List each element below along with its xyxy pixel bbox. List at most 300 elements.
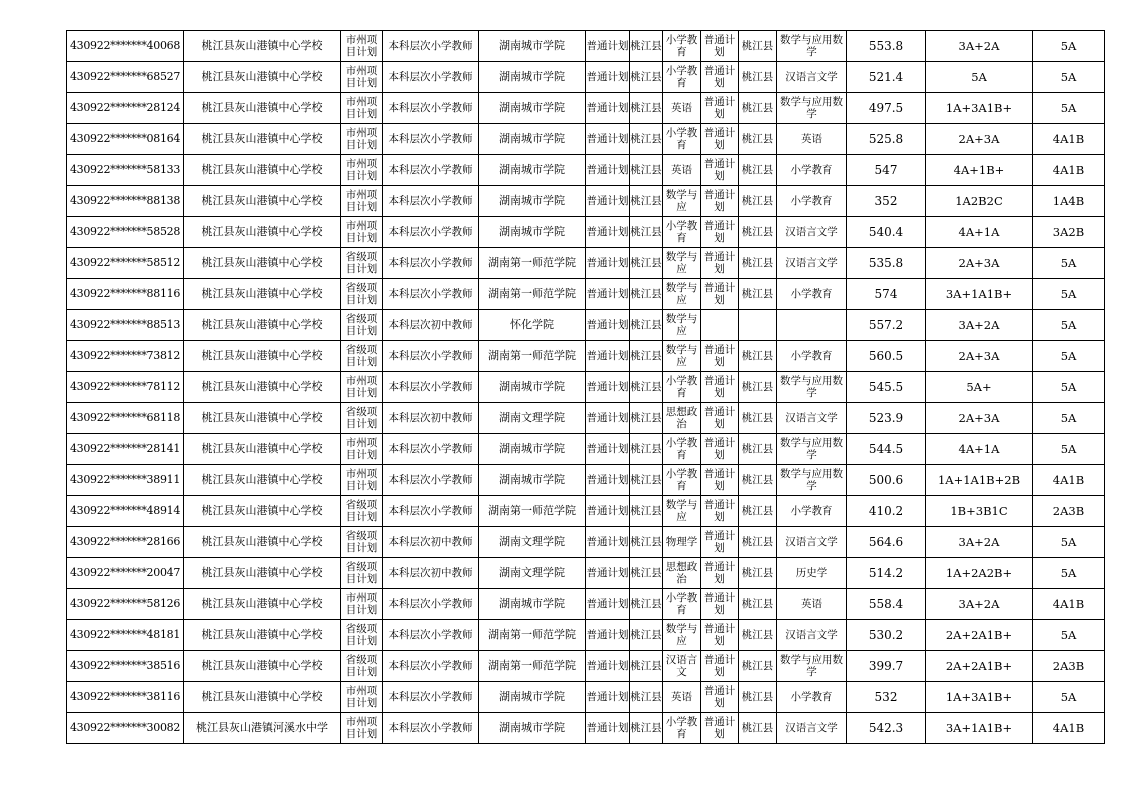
grade-2-cell: 5A — [1033, 248, 1105, 279]
teacher-type-cell: 本科层次小学教师 — [383, 713, 479, 744]
county-cell: 桃江县 — [630, 186, 663, 217]
grade-2-cell: 5A — [1033, 527, 1105, 558]
county-2-cell: 桃江县 — [739, 155, 777, 186]
teacher-type-cell: 本科层次小学教师 — [383, 341, 479, 372]
roster-table-body — [67, 31, 1105, 744]
table-row — [67, 620, 1105, 651]
score-cell: 525.8 — [847, 124, 926, 155]
county-2-cell: 桃江县 — [739, 620, 777, 651]
plan-type-2-cell: 普通计划 — [701, 651, 739, 682]
plan-level-cell: 市州项目计划 — [341, 124, 383, 155]
table-row — [67, 372, 1105, 403]
teacher-type-cell: 本科层次小学教师 — [383, 248, 479, 279]
school-cell: 桃江县灰山港镇中心学校 — [184, 279, 341, 310]
college-cell: 湖南城市学院 — [479, 186, 586, 217]
plan-type-cell: 普通计划 — [586, 248, 630, 279]
plan-type-2-cell: 普通计划 — [701, 713, 739, 744]
school-cell: 桃江县灰山港镇中心学校 — [184, 248, 341, 279]
id-cell: 430922*******58126 — [67, 589, 184, 620]
plan-level-cell: 省级项目计划 — [341, 558, 383, 589]
plan-type-cell: 普通计划 — [586, 558, 630, 589]
county-cell: 桃江县 — [630, 372, 663, 403]
plan-type-cell: 普通计划 — [586, 713, 630, 744]
school-cell: 桃江县灰山港镇中心学校 — [184, 651, 341, 682]
grade-cell: 4A+1B+ — [926, 155, 1033, 186]
plan-type-2-cell: 普通计划 — [701, 434, 739, 465]
grade-2-cell: 2A3B — [1033, 496, 1105, 527]
college-cell: 湖南文理学院 — [479, 403, 586, 434]
grade-2-cell: 4A1B — [1033, 465, 1105, 496]
teacher-type-cell: 本科层次小学教师 — [383, 62, 479, 93]
subject-cell: 英语 — [663, 682, 701, 713]
college-cell: 湖南第一师范学院 — [479, 496, 586, 527]
grade-cell: 5A+ — [926, 372, 1033, 403]
teacher-type-cell: 本科层次小学教师 — [383, 465, 479, 496]
county-cell: 桃江县 — [630, 589, 663, 620]
table-row — [67, 651, 1105, 682]
grade-2-cell: 3A2B — [1033, 217, 1105, 248]
subject-cell: 小学教育 — [663, 372, 701, 403]
plan-level-cell: 省级项目计划 — [341, 620, 383, 651]
major-cell: 数学与应用数学 — [777, 434, 847, 465]
college-cell: 湖南城市学院 — [479, 62, 586, 93]
college-cell: 湖南第一师范学院 — [479, 341, 586, 372]
plan-level-cell: 市州项目计划 — [341, 155, 383, 186]
grade-cell: 3A+2A — [926, 589, 1033, 620]
table-row — [67, 403, 1105, 434]
teacher-type-cell: 本科层次小学教师 — [383, 651, 479, 682]
grade-cell: 1A+1A1B+2B — [926, 465, 1033, 496]
college-cell: 湖南文理学院 — [479, 558, 586, 589]
plan-type-2-cell: 普通计划 — [701, 248, 739, 279]
major-cell: 历史学 — [777, 558, 847, 589]
table-row — [67, 682, 1105, 713]
college-cell: 湖南城市学院 — [479, 372, 586, 403]
major-cell: 汉语言文学 — [777, 527, 847, 558]
plan-type-2-cell: 普通计划 — [701, 465, 739, 496]
grade-cell: 1A+3A1B+ — [926, 682, 1033, 713]
table-row — [67, 589, 1105, 620]
subject-cell: 数学与应 — [663, 341, 701, 372]
plan-level-cell: 省级项目计划 — [341, 248, 383, 279]
county-2-cell: 桃江县 — [739, 186, 777, 217]
county-2-cell: 桃江县 — [739, 124, 777, 155]
college-cell: 湖南城市学院 — [479, 434, 586, 465]
county-2-cell: 桃江县 — [739, 682, 777, 713]
id-cell: 430922*******28141 — [67, 434, 184, 465]
score-cell: 544.5 — [847, 434, 926, 465]
subject-cell: 小学教育 — [663, 465, 701, 496]
teacher-type-cell: 本科层次小学教师 — [383, 279, 479, 310]
county-2-cell: 桃江县 — [739, 341, 777, 372]
major-cell: 英语 — [777, 124, 847, 155]
plan-type-2-cell: 普通计划 — [701, 279, 739, 310]
teacher-type-cell: 本科层次初中教师 — [383, 558, 479, 589]
score-cell: 542.3 — [847, 713, 926, 744]
county-2-cell: 桃江县 — [739, 93, 777, 124]
plan-level-cell: 省级项目计划 — [341, 310, 383, 341]
plan-type-2-cell: 普通计划 — [701, 62, 739, 93]
score-cell: 399.7 — [847, 651, 926, 682]
college-cell: 湖南城市学院 — [479, 713, 586, 744]
county-cell: 桃江县 — [630, 93, 663, 124]
county-cell: 桃江县 — [630, 310, 663, 341]
score-cell: 497.5 — [847, 93, 926, 124]
table-row — [67, 31, 1105, 62]
subject-cell: 小学教育 — [663, 217, 701, 248]
grade-2-cell: 1A4B — [1033, 186, 1105, 217]
id-cell: 430922*******68118 — [67, 403, 184, 434]
college-cell: 湖南城市学院 — [479, 465, 586, 496]
plan-type-2-cell: 普通计划 — [701, 217, 739, 248]
plan-type-2-cell: 普通计划 — [701, 527, 739, 558]
plan-type-2-cell: 普通计划 — [701, 155, 739, 186]
county-cell: 桃江县 — [630, 713, 663, 744]
grade-2-cell: 4A1B — [1033, 155, 1105, 186]
teacher-type-cell: 本科层次小学教师 — [383, 620, 479, 651]
county-2-cell: 桃江县 — [739, 403, 777, 434]
table-row — [67, 155, 1105, 186]
school-cell: 桃江县灰山港镇中心学校 — [184, 341, 341, 372]
school-cell: 桃江县灰山港镇中心学校 — [184, 155, 341, 186]
subject-cell: 英语 — [663, 93, 701, 124]
id-cell: 430922*******88116 — [67, 279, 184, 310]
school-cell: 桃江县灰山港镇中心学校 — [184, 682, 341, 713]
college-cell: 湖南第一师范学院 — [479, 620, 586, 651]
county-cell: 桃江县 — [630, 403, 663, 434]
teacher-type-cell: 本科层次小学教师 — [383, 124, 479, 155]
table-row — [67, 434, 1105, 465]
major-cell: 汉语言文学 — [777, 620, 847, 651]
grade-2-cell: 5A — [1033, 310, 1105, 341]
county-cell: 桃江县 — [630, 620, 663, 651]
grade-2-cell: 5A — [1033, 403, 1105, 434]
school-cell: 桃江县灰山港镇中心学校 — [184, 527, 341, 558]
id-cell: 430922*******38911 — [67, 465, 184, 496]
plan-type-2-cell: 普通计划 — [701, 589, 739, 620]
table-row — [67, 496, 1105, 527]
table-row — [67, 186, 1105, 217]
table-row — [67, 558, 1105, 589]
major-cell: 小学教育 — [777, 341, 847, 372]
score-cell: 557.2 — [847, 310, 926, 341]
college-cell: 湖南第一师范学院 — [479, 248, 586, 279]
school-cell: 桃江县灰山港镇中心学校 — [184, 310, 341, 341]
id-cell: 430922*******78112 — [67, 372, 184, 403]
plan-level-cell: 省级项目计划 — [341, 527, 383, 558]
table-row — [67, 62, 1105, 93]
plan-type-cell: 普通计划 — [586, 279, 630, 310]
county-cell: 桃江县 — [630, 341, 663, 372]
major-cell: 小学教育 — [777, 186, 847, 217]
county-cell: 桃江县 — [630, 62, 663, 93]
id-cell: 430922*******30082 — [67, 713, 184, 744]
score-cell: 521.4 — [847, 62, 926, 93]
county-cell: 桃江县 — [630, 651, 663, 682]
plan-type-cell: 普通计划 — [586, 155, 630, 186]
plan-type-cell: 普通计划 — [586, 527, 630, 558]
plan-type-cell: 普通计划 — [586, 682, 630, 713]
plan-type-cell: 普通计划 — [586, 93, 630, 124]
grade-2-cell: 5A — [1033, 341, 1105, 372]
table-row — [67, 93, 1105, 124]
grade-cell: 2A+3A — [926, 403, 1033, 434]
school-cell: 桃江县灰山港镇中心学校 — [184, 372, 341, 403]
major-cell: 小学教育 — [777, 279, 847, 310]
county-cell: 桃江县 — [630, 465, 663, 496]
grade-cell: 1A+3A1B+ — [926, 93, 1033, 124]
major-cell: 数学与应用数学 — [777, 372, 847, 403]
grade-cell: 2A+3A — [926, 341, 1033, 372]
major-cell: 数学与应用数学 — [777, 93, 847, 124]
plan-type-cell: 普通计划 — [586, 465, 630, 496]
teacher-type-cell: 本科层次小学教师 — [383, 434, 479, 465]
school-cell: 桃江县灰山港镇河溪水中学 — [184, 713, 341, 744]
plan-level-cell: 市州项目计划 — [341, 682, 383, 713]
plan-type-2-cell: 普通计划 — [701, 31, 739, 62]
county-2-cell: 桃江县 — [739, 248, 777, 279]
grade-cell: 4A+1A — [926, 434, 1033, 465]
county-2-cell: 桃江县 — [739, 589, 777, 620]
grade-2-cell: 5A — [1033, 372, 1105, 403]
plan-type-cell: 普通计划 — [586, 186, 630, 217]
county-2-cell — [739, 310, 777, 341]
plan-type-cell: 普通计划 — [586, 620, 630, 651]
grade-2-cell: 5A — [1033, 558, 1105, 589]
plan-level-cell: 市州项目计划 — [341, 434, 383, 465]
major-cell: 汉语言文学 — [777, 217, 847, 248]
id-cell: 430922*******88138 — [67, 186, 184, 217]
college-cell: 湖南城市学院 — [479, 217, 586, 248]
score-cell: 540.4 — [847, 217, 926, 248]
plan-type-2-cell: 普通计划 — [701, 558, 739, 589]
subject-cell: 数学与应 — [663, 186, 701, 217]
major-cell — [777, 310, 847, 341]
plan-type-2-cell: 普通计划 — [701, 682, 739, 713]
plan-type-cell: 普通计划 — [586, 434, 630, 465]
county-cell: 桃江县 — [630, 31, 663, 62]
id-cell: 430922*******28166 — [67, 527, 184, 558]
grade-cell: 3A+2A — [926, 527, 1033, 558]
county-cell: 桃江县 — [630, 217, 663, 248]
school-cell: 桃江县灰山港镇中心学校 — [184, 124, 341, 155]
table-row — [67, 465, 1105, 496]
teacher-type-cell: 本科层次小学教师 — [383, 217, 479, 248]
grade-2-cell: 4A1B — [1033, 713, 1105, 744]
score-cell: 530.2 — [847, 620, 926, 651]
school-cell: 桃江县灰山港镇中心学校 — [184, 465, 341, 496]
teacher-type-cell: 本科层次小学教师 — [383, 93, 479, 124]
subject-cell: 数学与应 — [663, 620, 701, 651]
grade-cell: 1B+3B1C — [926, 496, 1033, 527]
county-2-cell: 桃江县 — [739, 372, 777, 403]
id-cell: 430922*******68527 — [67, 62, 184, 93]
county-2-cell: 桃江县 — [739, 527, 777, 558]
county-2-cell: 桃江县 — [739, 279, 777, 310]
plan-level-cell: 市州项目计划 — [341, 465, 383, 496]
plan-type-2-cell: 普通计划 — [701, 403, 739, 434]
county-2-cell: 桃江县 — [739, 62, 777, 93]
plan-type-2-cell: 普通计划 — [701, 124, 739, 155]
score-cell: 514.2 — [847, 558, 926, 589]
grade-2-cell: 5A — [1033, 279, 1105, 310]
subject-cell: 思想政治 — [663, 403, 701, 434]
id-cell: 430922*******20047 — [67, 558, 184, 589]
table-row — [67, 341, 1105, 372]
school-cell: 桃江县灰山港镇中心学校 — [184, 186, 341, 217]
grade-2-cell: 5A — [1033, 31, 1105, 62]
plan-type-cell: 普通计划 — [586, 31, 630, 62]
plan-type-2-cell: 普通计划 — [701, 93, 739, 124]
id-cell: 430922*******48914 — [67, 496, 184, 527]
teacher-type-cell: 本科层次初中教师 — [383, 403, 479, 434]
table-row — [67, 124, 1105, 155]
plan-type-cell: 普通计划 — [586, 310, 630, 341]
grade-cell: 4A+1A — [926, 217, 1033, 248]
score-cell: 500.6 — [847, 465, 926, 496]
college-cell: 湖南城市学院 — [479, 93, 586, 124]
subject-cell: 数学与应 — [663, 248, 701, 279]
id-cell: 430922*******48181 — [67, 620, 184, 651]
county-cell: 桃江县 — [630, 558, 663, 589]
plan-level-cell: 省级项目计划 — [341, 651, 383, 682]
table-row — [67, 279, 1105, 310]
county-2-cell: 桃江县 — [739, 217, 777, 248]
college-cell: 湖南第一师范学院 — [479, 651, 586, 682]
school-cell: 桃江县灰山港镇中心学校 — [184, 217, 341, 248]
teacher-type-cell: 本科层次小学教师 — [383, 589, 479, 620]
subject-cell: 小学教育 — [663, 713, 701, 744]
teacher-type-cell: 本科层次小学教师 — [383, 186, 479, 217]
major-cell: 小学教育 — [777, 682, 847, 713]
plan-type-cell: 普通计划 — [586, 589, 630, 620]
grade-cell: 5A — [926, 62, 1033, 93]
grade-cell: 1A2B2C — [926, 186, 1033, 217]
plan-level-cell: 省级项目计划 — [341, 279, 383, 310]
school-cell: 桃江县灰山港镇中心学校 — [184, 589, 341, 620]
college-cell: 湖南城市学院 — [479, 589, 586, 620]
subject-cell: 物理学 — [663, 527, 701, 558]
plan-type-2-cell: 普通计划 — [701, 186, 739, 217]
school-cell: 桃江县灰山港镇中心学校 — [184, 62, 341, 93]
score-cell: 352 — [847, 186, 926, 217]
plan-level-cell: 市州项目计划 — [341, 713, 383, 744]
college-cell: 湖南第一师范学院 — [479, 279, 586, 310]
major-cell: 汉语言文学 — [777, 403, 847, 434]
major-cell: 数学与应用数学 — [777, 651, 847, 682]
score-cell: 523.9 — [847, 403, 926, 434]
id-cell: 430922*******38116 — [67, 682, 184, 713]
grade-2-cell: 5A — [1033, 682, 1105, 713]
school-cell: 桃江县灰山港镇中心学校 — [184, 31, 341, 62]
county-cell: 桃江县 — [630, 527, 663, 558]
major-cell: 数学与应用数学 — [777, 465, 847, 496]
major-cell: 小学教育 — [777, 496, 847, 527]
grade-cell: 2A+3A — [926, 124, 1033, 155]
grade-2-cell: 2A3B — [1033, 651, 1105, 682]
grade-cell: 2A+2A1B+ — [926, 620, 1033, 651]
grade-2-cell: 5A — [1033, 620, 1105, 651]
plan-level-cell: 市州项目计划 — [341, 589, 383, 620]
score-cell: 558.4 — [847, 589, 926, 620]
teacher-type-cell: 本科层次小学教师 — [383, 496, 479, 527]
table-row — [67, 310, 1105, 341]
plan-type-cell: 普通计划 — [586, 124, 630, 155]
county-2-cell: 桃江县 — [739, 496, 777, 527]
school-cell: 桃江县灰山港镇中心学校 — [184, 558, 341, 589]
id-cell: 430922*******38516 — [67, 651, 184, 682]
county-cell: 桃江县 — [630, 155, 663, 186]
grade-cell: 3A+1A1B+ — [926, 713, 1033, 744]
college-cell: 湖南城市学院 — [479, 682, 586, 713]
subject-cell: 数学与应 — [663, 279, 701, 310]
teacher-type-cell: 本科层次初中教师 — [383, 310, 479, 341]
plan-level-cell: 省级项目计划 — [341, 403, 383, 434]
id-cell: 430922*******58528 — [67, 217, 184, 248]
county-cell: 桃江县 — [630, 248, 663, 279]
id-cell: 430922*******28124 — [67, 93, 184, 124]
college-cell: 湖南文理学院 — [479, 527, 586, 558]
plan-level-cell: 市州项目计划 — [341, 31, 383, 62]
grade-cell: 2A+3A — [926, 248, 1033, 279]
plan-type-cell: 普通计划 — [586, 341, 630, 372]
major-cell: 数学与应用数学 — [777, 31, 847, 62]
score-cell: 545.5 — [847, 372, 926, 403]
plan-type-2-cell: 普通计划 — [701, 620, 739, 651]
plan-type-cell: 普通计划 — [586, 651, 630, 682]
plan-type-cell: 普通计划 — [586, 62, 630, 93]
grade-cell: 2A+2A1B+ — [926, 651, 1033, 682]
score-cell: 547 — [847, 155, 926, 186]
college-cell: 湖南城市学院 — [479, 31, 586, 62]
id-cell: 430922*******58133 — [67, 155, 184, 186]
score-cell: 410.2 — [847, 496, 926, 527]
score-cell: 560.5 — [847, 341, 926, 372]
id-cell: 430922*******40068 — [67, 31, 184, 62]
teacher-type-cell: 本科层次小学教师 — [383, 682, 479, 713]
subject-cell: 数学与应 — [663, 310, 701, 341]
table-row — [67, 248, 1105, 279]
college-cell: 湖南城市学院 — [479, 124, 586, 155]
county-cell: 桃江县 — [630, 496, 663, 527]
plan-type-cell: 普通计划 — [586, 403, 630, 434]
table-row — [67, 713, 1105, 744]
subject-cell: 小学教育 — [663, 62, 701, 93]
college-cell: 湖南城市学院 — [479, 155, 586, 186]
county-2-cell: 桃江县 — [739, 558, 777, 589]
plan-level-cell: 市州项目计划 — [341, 62, 383, 93]
teacher-type-cell: 本科层次小学教师 — [383, 155, 479, 186]
county-2-cell: 桃江县 — [739, 31, 777, 62]
subject-cell: 思想政治 — [663, 558, 701, 589]
plan-level-cell: 市州项目计划 — [341, 217, 383, 248]
county-2-cell: 桃江县 — [739, 465, 777, 496]
grade-cell: 1A+2A2B+ — [926, 558, 1033, 589]
subject-cell: 小学教育 — [663, 589, 701, 620]
grade-2-cell: 5A — [1033, 62, 1105, 93]
grade-cell: 3A+1A1B+ — [926, 279, 1033, 310]
score-cell: 574 — [847, 279, 926, 310]
plan-level-cell: 市州项目计划 — [341, 372, 383, 403]
major-cell: 汉语言文学 — [777, 62, 847, 93]
grade-2-cell: 5A — [1033, 93, 1105, 124]
grade-cell: 3A+2A — [926, 31, 1033, 62]
grade-2-cell: 4A1B — [1033, 124, 1105, 155]
school-cell: 桃江县灰山港镇中心学校 — [184, 496, 341, 527]
county-cell: 桃江县 — [630, 124, 663, 155]
subject-cell: 小学教育 — [663, 124, 701, 155]
grade-2-cell: 4A1B — [1033, 589, 1105, 620]
